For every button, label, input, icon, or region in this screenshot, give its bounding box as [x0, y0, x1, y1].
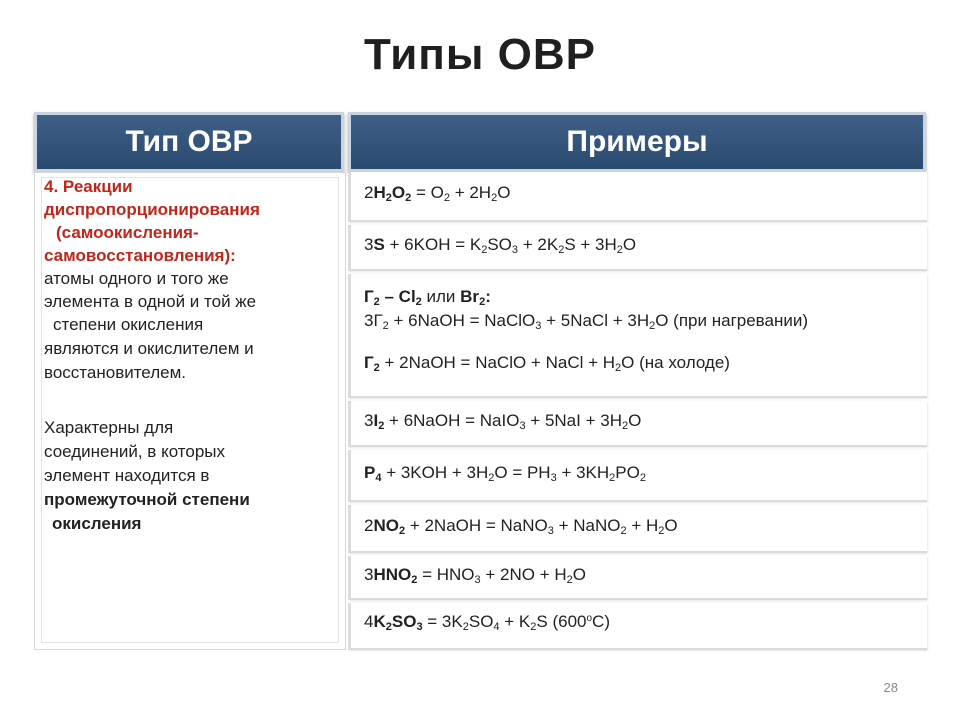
column-header-type: Тип ОВР [34, 112, 344, 172]
type-heading-line: (самоокисления- [56, 223, 199, 242]
description-line: являются и окислителем и [44, 339, 254, 358]
equation-halogen-cold: $Г_2$ + 2NaOH = NaClO + NaCl + $H_2O$ (на холоде) [364, 353, 730, 374]
description-line: степени окисления [53, 315, 204, 334]
halogen-note: $Г_2 - Cl_2$ или $Br_2$: [364, 287, 491, 308]
column-header-examples: Примеры [348, 112, 926, 172]
characteristic-line: элемент находится в [44, 466, 210, 485]
equation-phosphorus: $P_4 + 3KOH + 3H_2O = PH_3 + 3KH_2PO_2$ [364, 463, 646, 484]
equation-halogen-hot: $3Г_2$ + 6NaOH = NaClO$_3$ + 5NaCl + $3H_2O$ (при нагревании) [364, 311, 809, 332]
type-heading-line: 4. Реакции [44, 177, 133, 196]
description-line: элемента в одной и той же [44, 292, 257, 311]
page-number: 28 [883, 680, 898, 695]
equation-hno2: $3HNO_2 = HNO_3 + 2NO + H_2O$ [364, 565, 586, 586]
equation-h2o2: $2H_2O_2 = O_2 + 2H_2O$ [364, 183, 511, 204]
equation-sulfur: $3S + 6KOH = K_2SO_3 + 2K_2S + 3H_2O$ [364, 235, 637, 256]
equation-k2so3: $4K_2SO_3 = 3K_2SO_4 + K_2S$ (600$^o$C) [364, 612, 610, 633]
characteristic-line: Характерны для [44, 418, 174, 437]
equation-iodine: $3I_2$ + 6NaOH = NaIO$_3$ + $5NaI + 3H_2O$ [364, 411, 642, 432]
type-heading-line: диспропорционирования [44, 200, 260, 219]
characteristic-line: соединений, в которых [44, 442, 225, 461]
equation-no2: $2NO_2$ + 2NaOH = NaNO$_3$ + NaNO$_2$ + $H_2O$ [364, 516, 678, 537]
slide-title: Типы ОВР [364, 30, 596, 79]
description-line: восстановителем. [44, 363, 186, 382]
description-line: атомы одного и того же [44, 269, 229, 288]
characteristic-line: промежуточной степени [44, 490, 250, 509]
type-heading-line: самовосстановления): [44, 246, 236, 265]
characteristic-line: окисления [52, 514, 142, 533]
